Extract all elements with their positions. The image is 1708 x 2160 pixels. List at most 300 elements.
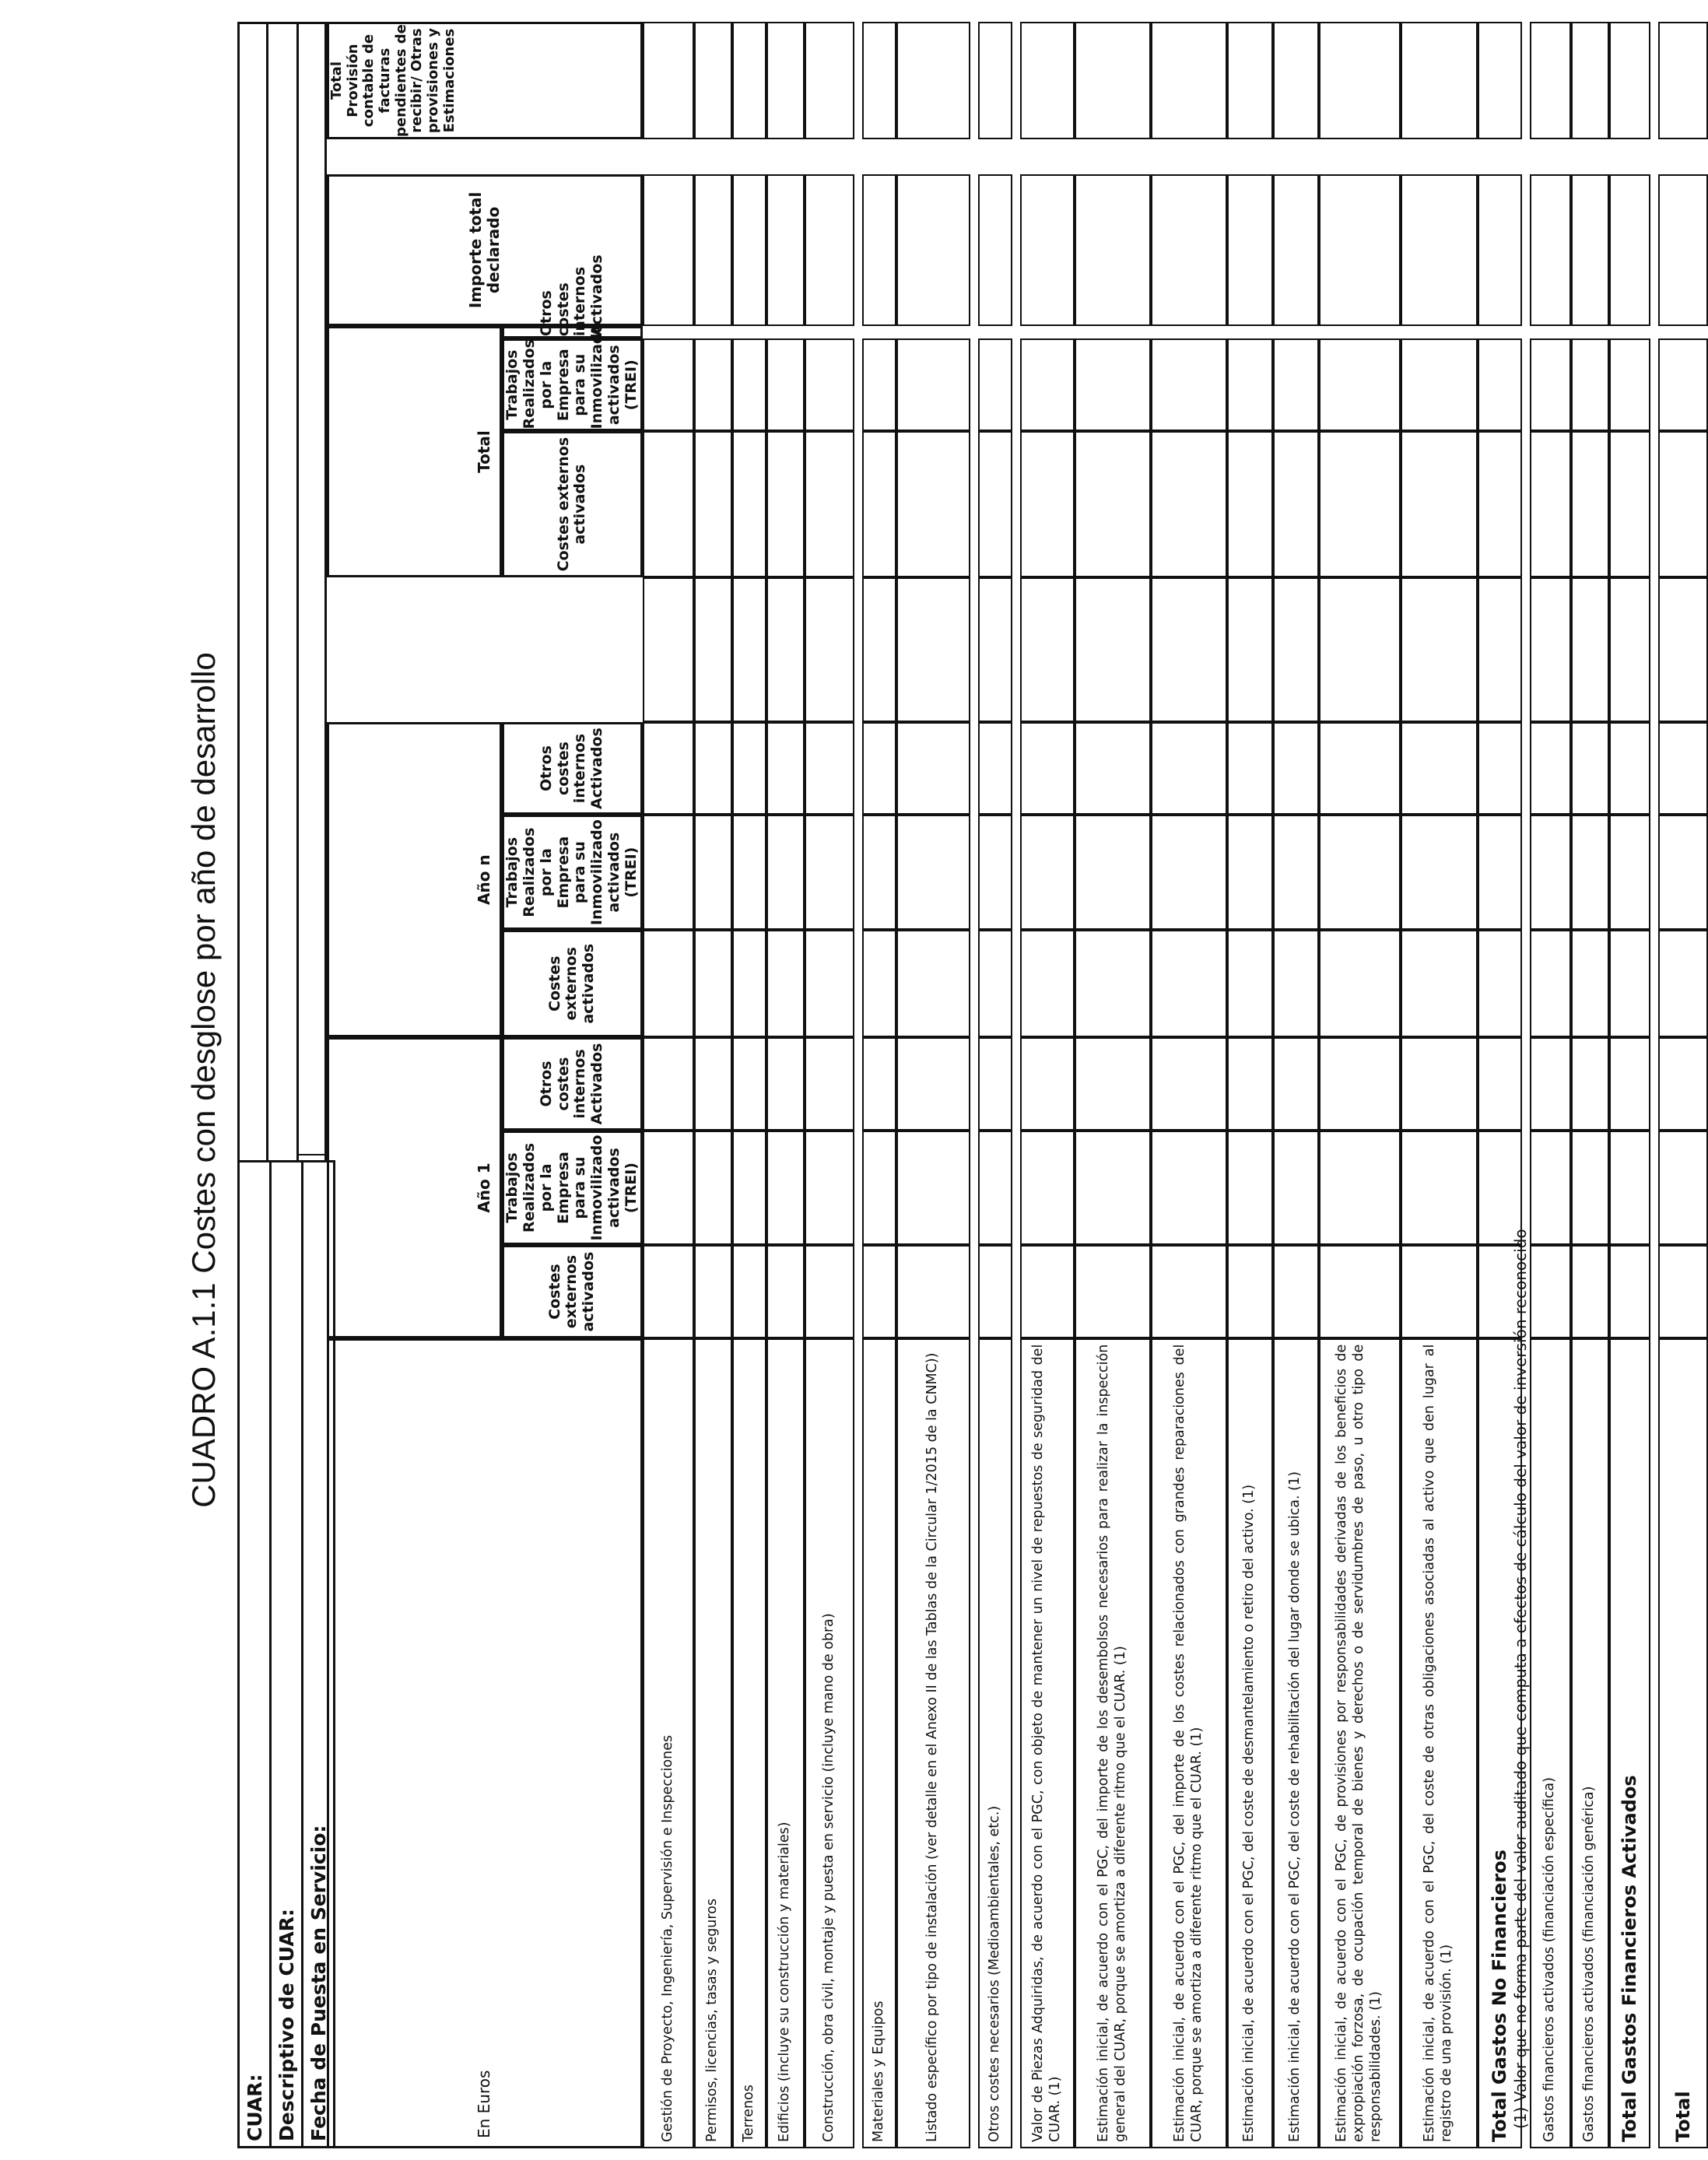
value-cell bbox=[732, 1037, 766, 1130]
table-title: CUADRO A.1.1 Costes con desglose por año de desarrollo bbox=[185, 652, 222, 1508]
value-cell bbox=[805, 338, 854, 431]
year-group-header: Total bbox=[327, 326, 502, 577]
column-gap bbox=[327, 577, 643, 722]
value-cell bbox=[1151, 577, 1227, 722]
row-label: Estimación inicial, de acuerdo con el PGC, del importe de los costes relacionados con grandes reparaciones del CUAR, porque se amortiza a diferente ritmo que el CUAR. (1) bbox=[1151, 1338, 1227, 2148]
value-cell bbox=[1151, 722, 1227, 815]
value-cell bbox=[1273, 431, 1319, 577]
subcolumn-header-externos: Costes externos activados bbox=[502, 1245, 643, 1338]
column-gap bbox=[896, 326, 970, 338]
value-cell bbox=[1658, 1245, 1708, 1338]
column-gap bbox=[1478, 139, 1522, 174]
subcolumn-header-otros: Otros costes internos Activados bbox=[502, 326, 643, 338]
column-gap bbox=[732, 326, 766, 338]
value-cell bbox=[1478, 1131, 1522, 1246]
value-cell bbox=[694, 722, 732, 815]
row-label: Materiales y Equipos bbox=[862, 1338, 896, 2148]
value-cell bbox=[978, 930, 1012, 1037]
table-row bbox=[978, 22, 1012, 2148]
row-label: Permisos, licencias, tasas y seguros bbox=[694, 1338, 732, 2148]
value-cell bbox=[1530, 174, 1571, 327]
value-cell bbox=[805, 815, 854, 930]
value-cell bbox=[896, 1037, 970, 1130]
value-cell bbox=[732, 1131, 766, 1246]
value-cell bbox=[732, 431, 766, 577]
row-spacer bbox=[1012, 22, 1020, 2148]
value-cell bbox=[862, 722, 896, 815]
row-spacer bbox=[854, 22, 862, 2148]
value-cell bbox=[1658, 930, 1708, 1037]
column-gap bbox=[1319, 326, 1401, 338]
table-row bbox=[1273, 22, 1319, 2148]
value-cell bbox=[1571, 338, 1609, 431]
value-cell bbox=[766, 815, 805, 930]
table-row bbox=[862, 22, 896, 2148]
row-label: Construcción, obra civil, montaje y puesta en servicio (incluye mano de obra) bbox=[805, 1338, 854, 2148]
column-gap bbox=[1319, 139, 1401, 174]
row-label: Gastos financieros activados (financiación específica) bbox=[1530, 1338, 1571, 2148]
value-cell bbox=[694, 1245, 732, 1338]
value-cell bbox=[1273, 815, 1319, 930]
column-gap bbox=[862, 139, 896, 174]
value-cell bbox=[978, 577, 1012, 722]
value-cell bbox=[1273, 22, 1319, 139]
subcolumn-header-trei: Trabajos Realizados por la Empresa para su Inmovilizado activados (TREI) bbox=[502, 815, 643, 930]
column-gap bbox=[978, 326, 1012, 338]
value-cell bbox=[1571, 1037, 1609, 1130]
value-cell bbox=[1319, 431, 1401, 577]
value-cell bbox=[1609, 431, 1650, 577]
value-cell bbox=[732, 338, 766, 431]
footnote: (1) Valor que no forma parte del valor auditado que computa a efectos de cálculo del valor de inversión reconocido bbox=[1511, 1229, 1530, 2129]
header-divider bbox=[296, 24, 299, 1160]
value-cell bbox=[1227, 174, 1273, 327]
value-cell bbox=[1273, 1131, 1319, 1246]
value-cell bbox=[1319, 1037, 1401, 1130]
column-gap bbox=[1273, 139, 1319, 174]
value-cell bbox=[1658, 22, 1708, 139]
value-cell bbox=[862, 174, 896, 327]
value-cell bbox=[732, 815, 766, 930]
value-cell bbox=[1151, 22, 1227, 139]
value-cell bbox=[643, 930, 694, 1037]
value-cell bbox=[643, 338, 694, 431]
value-cell bbox=[1571, 1245, 1609, 1338]
value-cell bbox=[1609, 577, 1650, 722]
column-gap bbox=[896, 139, 970, 174]
fecha-label: Fecha de Puesta en Servicio: bbox=[303, 1162, 335, 2148]
value-cell bbox=[1609, 1037, 1650, 1130]
value-cell bbox=[1319, 22, 1401, 139]
value-cell bbox=[643, 815, 694, 930]
value-cell bbox=[1273, 1037, 1319, 1130]
value-cell bbox=[1530, 815, 1571, 930]
value-cell bbox=[1401, 431, 1478, 577]
value-cell bbox=[1227, 930, 1273, 1037]
row-label: Valor de Piezas Adquiridas, de acuerdo con el PGC, con objeto de mantener un nivel de repuestos de seguridad del CUAR. (1) bbox=[1020, 1338, 1075, 2148]
value-cell bbox=[1401, 1037, 1478, 1130]
value-cell bbox=[1658, 338, 1708, 431]
value-cell bbox=[1020, 338, 1075, 431]
value-cell bbox=[1609, 1245, 1650, 1338]
column-gap bbox=[694, 139, 732, 174]
row-label: Estimación inicial, de acuerdo con el PGC, del coste de otras obligaciones asociadas al activo que den lugar al registro de una provisión. (1) bbox=[1401, 1338, 1478, 2148]
value-cell bbox=[1020, 815, 1075, 930]
value-cell bbox=[1571, 722, 1609, 815]
value-cell bbox=[766, 1245, 805, 1338]
column-gap bbox=[1658, 139, 1708, 174]
table-row bbox=[1075, 22, 1151, 2148]
value-cell bbox=[766, 431, 805, 577]
row-spacer bbox=[1650, 22, 1658, 2148]
table-row bbox=[1530, 22, 1571, 2148]
value-cell bbox=[1075, 1037, 1151, 1130]
value-cell bbox=[694, 577, 732, 722]
value-cell bbox=[862, 1037, 896, 1130]
value-cell bbox=[805, 1131, 854, 1246]
value-cell bbox=[694, 815, 732, 930]
value-cell bbox=[1658, 1131, 1708, 1246]
value-cell bbox=[1478, 930, 1522, 1037]
value-cell bbox=[694, 930, 732, 1037]
value-cell bbox=[1151, 338, 1227, 431]
table-row bbox=[1227, 22, 1273, 2148]
column-gap bbox=[1227, 139, 1273, 174]
value-cell bbox=[1273, 577, 1319, 722]
value-cell bbox=[1075, 338, 1151, 431]
cuar-label: CUAR: bbox=[239, 1162, 271, 2148]
table-row bbox=[732, 22, 766, 2148]
value-cell bbox=[1609, 22, 1650, 139]
value-cell bbox=[1478, 1037, 1522, 1130]
value-cell bbox=[1401, 22, 1478, 139]
table-row bbox=[694, 22, 732, 2148]
value-cell bbox=[1609, 815, 1650, 930]
row-label: Gestión de Proyecto, Ingeniería, Supervisión e Inspecciones bbox=[643, 1338, 694, 2148]
column-gap bbox=[805, 326, 854, 338]
year-group-header: Año n bbox=[327, 722, 502, 1037]
value-cell bbox=[1273, 930, 1319, 1037]
value-cell bbox=[1401, 815, 1478, 930]
value-cell bbox=[1658, 431, 1708, 577]
cuar-header bbox=[237, 1160, 335, 2148]
column-gap bbox=[1609, 139, 1650, 174]
value-cell bbox=[1609, 338, 1650, 431]
column-gap bbox=[1401, 326, 1478, 338]
table-row bbox=[1151, 22, 1227, 2148]
column-gap bbox=[1020, 139, 1075, 174]
value-cell bbox=[643, 1037, 694, 1130]
value-cell bbox=[978, 338, 1012, 431]
table-row bbox=[1571, 22, 1609, 2148]
column-gap bbox=[978, 139, 1012, 174]
value-cell bbox=[1020, 431, 1075, 577]
row-spacer-cell bbox=[970, 22, 978, 2148]
value-cell bbox=[1075, 722, 1151, 815]
value-cell bbox=[896, 1131, 970, 1246]
value-cell bbox=[978, 1037, 1012, 1130]
value-cell bbox=[732, 22, 766, 139]
value-cell bbox=[978, 722, 1012, 815]
header-divider bbox=[266, 24, 268, 1160]
total-provision-header: Total Provisión contable de facturas pendientes de recibir/ Otras provisiones y Estimaciones bbox=[327, 22, 643, 139]
value-cell bbox=[862, 815, 896, 930]
value-cell bbox=[896, 930, 970, 1037]
value-cell bbox=[1658, 577, 1708, 722]
value-cell bbox=[1609, 722, 1650, 815]
column-gap bbox=[1571, 139, 1609, 174]
value-cell bbox=[1609, 930, 1650, 1037]
value-cell bbox=[896, 431, 970, 577]
value-cell bbox=[694, 431, 732, 577]
column-gap bbox=[732, 139, 766, 174]
value-cell bbox=[1530, 722, 1571, 815]
column-gap bbox=[643, 326, 694, 338]
subcolumn-header-externos: Costes externos activados bbox=[502, 431, 643, 577]
value-cell bbox=[896, 722, 970, 815]
value-cell bbox=[1530, 338, 1571, 431]
value-cell bbox=[643, 22, 694, 139]
value-cell bbox=[1530, 1245, 1571, 1338]
value-cell bbox=[805, 22, 854, 139]
value-cell bbox=[1075, 22, 1151, 139]
column-gap bbox=[1273, 326, 1319, 338]
column-gap bbox=[327, 139, 643, 174]
value-cell bbox=[1530, 1037, 1571, 1130]
column-gap bbox=[643, 139, 694, 174]
header-divider bbox=[299, 1154, 324, 1155]
value-cell bbox=[1478, 577, 1522, 722]
value-cell bbox=[1319, 174, 1401, 327]
value-cell bbox=[1658, 174, 1708, 327]
value-cell bbox=[862, 338, 896, 431]
value-cell bbox=[643, 1245, 694, 1338]
value-cell bbox=[1319, 1245, 1401, 1338]
value-cell bbox=[1151, 1037, 1227, 1130]
subcolumn-header-externos: Costes externos activados bbox=[502, 930, 643, 1037]
table-row bbox=[896, 22, 970, 2148]
value-cell bbox=[1151, 174, 1227, 327]
row-spacer bbox=[970, 22, 978, 2148]
value-cell bbox=[1227, 815, 1273, 930]
value-cell bbox=[1530, 22, 1571, 139]
value-cell bbox=[1319, 815, 1401, 930]
value-cell bbox=[1478, 722, 1522, 815]
column-gap bbox=[1401, 139, 1478, 174]
row-label: Gastos financieros activados (financiación genérica) bbox=[1571, 1338, 1609, 2148]
value-cell bbox=[805, 174, 854, 327]
value-cell bbox=[1075, 174, 1151, 327]
subcolumn-header-trei: Trabajos Realizados por la Empresa para su Inmovilizado activados (TREI) bbox=[502, 1131, 643, 1246]
value-cell bbox=[1075, 1131, 1151, 1246]
value-cell bbox=[862, 431, 896, 577]
value-cell bbox=[1401, 1245, 1478, 1338]
value-cell bbox=[732, 722, 766, 815]
value-cell bbox=[1319, 1131, 1401, 1246]
value-cell bbox=[805, 431, 854, 577]
value-cell bbox=[1227, 1245, 1273, 1338]
column-gap bbox=[1609, 326, 1650, 338]
descriptivo-label: Descriptivo de CUAR: bbox=[271, 1162, 303, 2148]
value-cell bbox=[766, 1131, 805, 1246]
value-cell bbox=[1478, 338, 1522, 431]
column-gap bbox=[1530, 139, 1571, 174]
value-cell bbox=[694, 22, 732, 139]
value-cell bbox=[978, 431, 1012, 577]
row-label: Terrenos bbox=[732, 1338, 766, 2148]
value-cell bbox=[1020, 1131, 1075, 1246]
value-cell bbox=[1273, 338, 1319, 431]
row-label: Estimación inicial, de acuerdo con el PGC, de provisiones por responsabilidades derivadas de los beneficios de expropiación forzosa, de ocupación temporal de bienes y derechos o de servidumbres de paso, u otro tipo de responsabilidades. (1) bbox=[1319, 1338, 1401, 2148]
value-cell bbox=[1401, 1131, 1478, 1246]
units-header: En Euros bbox=[327, 1338, 643, 2148]
value-cell bbox=[643, 174, 694, 327]
column-gap bbox=[1658, 326, 1708, 338]
value-cell bbox=[1075, 815, 1151, 930]
value-cell bbox=[1319, 577, 1401, 722]
value-cell bbox=[862, 930, 896, 1037]
value-cell bbox=[1075, 431, 1151, 577]
importe-total-header: Importe total declarado bbox=[327, 174, 643, 327]
value-cell bbox=[1227, 577, 1273, 722]
value-cell bbox=[1401, 722, 1478, 815]
column-gap bbox=[1151, 326, 1227, 338]
value-cell bbox=[1273, 1245, 1319, 1338]
value-cell bbox=[1020, 577, 1075, 722]
value-cell bbox=[766, 174, 805, 327]
value-cell bbox=[1151, 815, 1227, 930]
column-gap bbox=[1075, 326, 1151, 338]
value-cell bbox=[1020, 930, 1075, 1037]
value-cell bbox=[862, 1245, 896, 1338]
value-cell bbox=[978, 815, 1012, 930]
value-cell bbox=[732, 1245, 766, 1338]
value-cell bbox=[732, 577, 766, 722]
row-spacer-cell bbox=[1650, 22, 1658, 2148]
value-cell bbox=[694, 174, 732, 327]
row-spacer-cell bbox=[1012, 22, 1020, 2148]
value-cell bbox=[766, 1037, 805, 1130]
value-cell bbox=[1227, 1037, 1273, 1130]
value-cell bbox=[805, 722, 854, 815]
value-cell bbox=[1401, 174, 1478, 327]
value-cell bbox=[766, 22, 805, 139]
value-cell bbox=[1020, 1245, 1075, 1338]
value-cell bbox=[1658, 815, 1708, 930]
value-cell bbox=[1571, 930, 1609, 1037]
value-cell bbox=[1020, 174, 1075, 327]
column-gap bbox=[805, 139, 854, 174]
value-cell bbox=[1151, 431, 1227, 577]
value-cell bbox=[766, 722, 805, 815]
value-cell bbox=[1530, 431, 1571, 577]
value-cell bbox=[805, 1245, 854, 1338]
value-cell bbox=[1273, 174, 1319, 327]
value-cell bbox=[1319, 338, 1401, 431]
value-cell bbox=[1571, 1131, 1609, 1246]
value-cell bbox=[1401, 338, 1478, 431]
column-gap bbox=[1478, 326, 1522, 338]
value-cell bbox=[1020, 22, 1075, 139]
value-cell bbox=[1273, 722, 1319, 815]
value-cell bbox=[1151, 1245, 1227, 1338]
value-cell bbox=[1658, 1037, 1708, 1130]
column-gap bbox=[766, 139, 805, 174]
value-cell bbox=[1571, 174, 1609, 327]
value-cell bbox=[896, 338, 970, 431]
value-cell bbox=[1075, 930, 1151, 1037]
value-cell bbox=[766, 577, 805, 722]
value-cell bbox=[694, 1037, 732, 1130]
value-cell bbox=[1478, 431, 1522, 577]
cost-table bbox=[327, 22, 1708, 2148]
value-cell bbox=[805, 1037, 854, 1130]
value-cell bbox=[766, 930, 805, 1037]
value-cell bbox=[1319, 722, 1401, 815]
value-cell bbox=[896, 1245, 970, 1338]
column-gap bbox=[1075, 139, 1151, 174]
column-gap bbox=[1020, 326, 1075, 338]
value-cell bbox=[1319, 930, 1401, 1037]
value-cell bbox=[1571, 22, 1609, 139]
value-cell bbox=[1478, 22, 1522, 139]
cuar-header-values bbox=[237, 22, 327, 1160]
value-cell bbox=[896, 22, 970, 139]
table-row bbox=[1609, 22, 1650, 2148]
value-cell bbox=[1530, 1131, 1571, 1246]
table-row bbox=[1020, 22, 1075, 2148]
value-cell bbox=[1151, 930, 1227, 1037]
value-cell bbox=[1609, 174, 1650, 327]
value-cell bbox=[978, 174, 1012, 327]
value-cell bbox=[1401, 577, 1478, 722]
value-cell bbox=[1227, 431, 1273, 577]
row-spacer-cell bbox=[854, 22, 862, 2148]
subcolumn-header-trei: Trabajos Realizados por la Empresa para su Inmovilizado activados (TREI) bbox=[502, 338, 643, 431]
value-cell bbox=[862, 577, 896, 722]
value-cell bbox=[1478, 174, 1522, 327]
column-gap bbox=[1571, 326, 1609, 338]
row-label: Total Gastos Financieros Activados bbox=[1609, 1338, 1650, 2148]
row-label: Total bbox=[1658, 1338, 1708, 2148]
column-gap bbox=[1530, 326, 1571, 338]
value-cell bbox=[805, 577, 854, 722]
value-cell bbox=[862, 1131, 896, 1246]
value-cell bbox=[1020, 722, 1075, 815]
table-row bbox=[1658, 22, 1708, 2148]
value-cell bbox=[1401, 930, 1478, 1037]
value-cell bbox=[1227, 22, 1273, 139]
subcolumn-header-otros: Otros costes internos Activados bbox=[502, 1037, 643, 1130]
value-cell bbox=[1571, 577, 1609, 722]
value-cell bbox=[1609, 1131, 1650, 1246]
value-cell bbox=[862, 22, 896, 139]
value-cell bbox=[978, 22, 1012, 139]
table-row bbox=[805, 22, 854, 2148]
value-cell bbox=[694, 1131, 732, 1246]
value-cell bbox=[1227, 1131, 1273, 1246]
value-cell bbox=[732, 174, 766, 327]
value-cell bbox=[766, 338, 805, 431]
column-gap bbox=[694, 326, 732, 338]
value-cell bbox=[978, 1245, 1012, 1338]
value-cell bbox=[1151, 1131, 1227, 1246]
value-cell bbox=[1530, 577, 1571, 722]
row-label: Estimación inicial, de acuerdo con el PGC, del importe de los desembolsos necesarios para realizar la inspección general del CUAR, porque se amortiza a diferente ritmo que el CUAR. (1) bbox=[1075, 1338, 1151, 2148]
row-label: Estimación inicial, de acuerdo con el PGC, del coste de desmantelamiento o retiro del activo. (1) bbox=[1227, 1338, 1273, 2148]
column-gap bbox=[862, 326, 896, 338]
subcolumn-header-otros: Otros costes internos Activados bbox=[502, 722, 643, 815]
